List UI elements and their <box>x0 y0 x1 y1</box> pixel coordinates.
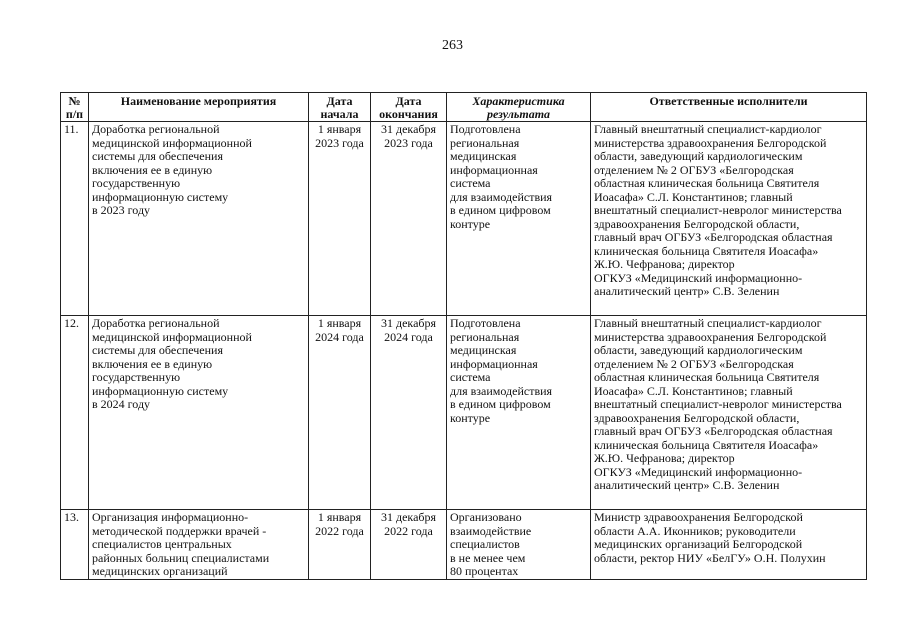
header-start-date: Дата начала <box>309 93 371 122</box>
row-number: 13. <box>61 510 89 580</box>
responsible-persons: Министр здравоохранения Белгородской области А.А. Иконников; руководители медицинских организаций Белгородской области, ректор НИУ «БелГУ» О.Н. Полухин <box>591 510 867 580</box>
row-number: 11. <box>61 122 89 316</box>
table-row <box>61 316 867 510</box>
end-date: 31 декабря 2022 года <box>371 510 447 580</box>
activity-name: Организация информационно- методической поддержки врачей - специалистов центральных районных больниц специалистами медицинских организаций <box>89 510 309 580</box>
table-row <box>61 510 867 580</box>
header-number: № п/п <box>61 93 89 122</box>
start-date: 1 января 2022 года <box>309 510 371 580</box>
header-activity-name: Наименование мероприятия <box>89 93 309 122</box>
activities-table <box>60 92 867 580</box>
responsible-persons: Главный внештатный специалист-кардиолог министерства здравоохранения Белгородской области, заведующий кардиологическим отделением № 2 ОГБУЗ «Белгородская областная клиническая больница Святителя Иоасафа» С.Л. Константинов; главный внештатный специалист-невролог министерства здравоохранения Белгородской области, главный врач ОГБУЗ «Белгородская областная клиническая больница Святителя Иоасафа» Ж.Ю. Чефранова; директор ОГКУЗ «Медицинский информационно- аналитический центр» С.В. Зеленин <box>591 122 867 316</box>
header-result: Характеристика результата <box>447 93 591 122</box>
end-date: 31 декабря 2024 года <box>371 316 447 510</box>
row-number: 12. <box>61 316 89 510</box>
header-end-date: Дата окончания <box>371 93 447 122</box>
responsible-persons: Главный внештатный специалист-кардиолог министерства здравоохранения Белгородской области, заведующий кардиологическим отделением № 2 ОГБУЗ «Белгородская областная клиническая больница Святителя Иоасафа» С.Л. Константинов; главный внештатный специалист-невролог министерства здравоохранения Белгородской области, главный врач ОГБУЗ «Белгородская областная клиническая больница Святителя Иоасафа» Ж.Ю. Чефранова; директор ОГКУЗ «Медицинский информационно- аналитический центр» С.В. Зеленин <box>591 316 867 510</box>
header-responsible: Ответственные исполнители <box>591 93 867 122</box>
start-date: 1 января 2023 года <box>309 122 371 316</box>
activity-name: Доработка региональной медицинской информационной системы для обеспечения включения ее в единую государственную информационную систему в 2024 году <box>89 316 309 510</box>
table-row <box>61 122 867 316</box>
result-description: Подготовлена региональная медицинская информационная система для взаимодействия в едином цифровом контуре <box>447 316 591 510</box>
page-number: 263 <box>442 38 463 53</box>
result-description: Подготовлена региональная медицинская информационная система для взаимодействия в едином цифровом контуре <box>447 122 591 316</box>
activity-name: Доработка региональной медицинской информационной системы для обеспечения включения ее в единую государственную информационную систему в 2023 году <box>89 122 309 316</box>
end-date: 31 декабря 2023 года <box>371 122 447 316</box>
table-header-row <box>61 93 867 122</box>
result-description: Организовано взаимодействие специалистов в не менее чем 80 процентах <box>447 510 591 580</box>
start-date: 1 января 2024 года <box>309 316 371 510</box>
